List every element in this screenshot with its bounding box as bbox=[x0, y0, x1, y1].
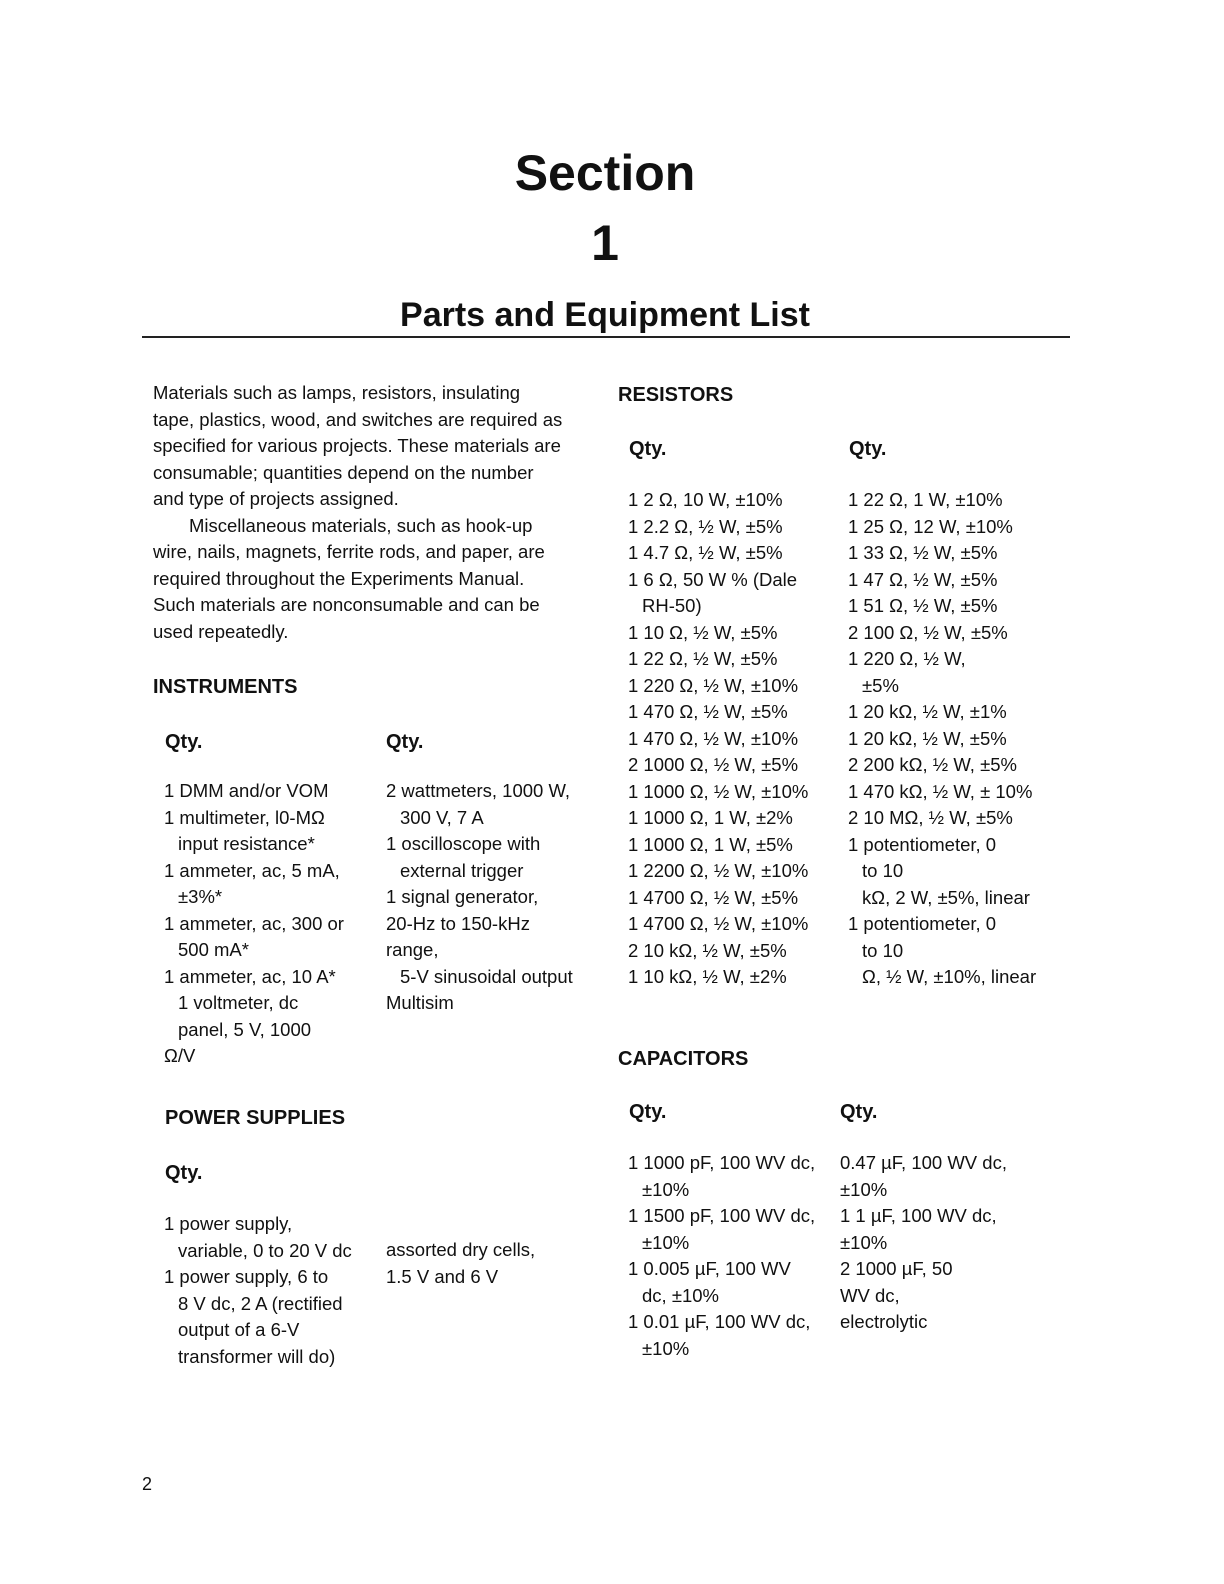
page-title: Parts and Equipment List bbox=[400, 296, 810, 334]
instruments-qty-right: Qty. bbox=[386, 731, 424, 753]
list-item: assorted dry cells, bbox=[386, 1239, 536, 1260]
resistors-heading: RESISTORS bbox=[618, 384, 734, 406]
list-item: 1 oscilloscope with bbox=[386, 833, 541, 854]
list-item: 1 20 kΩ, ½ W, ±1% bbox=[848, 701, 1007, 722]
list-item: 1 470 Ω, ½ W, ±5% bbox=[628, 701, 788, 722]
list-item: 0.47 µF, 100 WV dc, bbox=[840, 1152, 1007, 1173]
list-item: 1 ammeter, ac, 10 A* bbox=[164, 965, 336, 987]
list-item: 1 1000 Ω, 1 W, ±2% bbox=[628, 807, 793, 828]
power-supplies-left-list bbox=[164, 1211, 352, 1370]
capacitors-heading: CAPACITORS bbox=[618, 1048, 749, 1070]
section-word: Section bbox=[514, 145, 696, 201]
list-item: 500 mA* bbox=[178, 939, 249, 960]
capacitors-qty-left: Qty. bbox=[629, 1101, 667, 1123]
list-item: 1 33 Ω, ½ W, ±5% bbox=[848, 542, 998, 563]
list-item: 1 470 Ω, ½ W, ±10% bbox=[628, 727, 799, 749]
title-divider bbox=[142, 336, 1070, 338]
power-supplies-qty: Qty. bbox=[165, 1162, 203, 1184]
capacitors-left-list bbox=[628, 1150, 815, 1362]
list-item: range, bbox=[386, 939, 439, 960]
list-item: 1 1 µF, 100 WV dc, bbox=[840, 1205, 997, 1226]
intro-line: specified for various projects. These materials are bbox=[153, 435, 561, 456]
intro-line: wire, nails, magnets, ferrite rods, and paper, are bbox=[153, 541, 545, 562]
list-item: 1 0.005 µF, 100 WV bbox=[628, 1258, 791, 1279]
instruments-qty-left: Qty. bbox=[165, 731, 203, 753]
list-item: kΩ, 2 W, ±5%, linear bbox=[862, 886, 1030, 908]
list-item: 1 2 Ω, 10 W, ±10% bbox=[628, 489, 783, 510]
list-item: external trigger bbox=[400, 859, 524, 881]
list-item: ±5% bbox=[862, 674, 899, 696]
instruments-right-list bbox=[386, 778, 573, 1017]
list-item: 1 0.01 µF, 100 WV dc, bbox=[628, 1311, 811, 1332]
list-item: 1 220 Ω, ½ W, ±10% bbox=[628, 674, 799, 696]
power-supplies-heading: POWER SUPPLIES bbox=[165, 1107, 346, 1129]
list-item: 5-V sinusoidal output bbox=[400, 965, 573, 987]
resistors-right-list bbox=[848, 487, 1036, 991]
list-item: input resistance* bbox=[178, 833, 315, 854]
list-item: 1 1000 Ω, 1 W, ±5% bbox=[628, 833, 793, 855]
list-item: 2 200 kΩ, ½ W, ±5% bbox=[848, 754, 1017, 775]
list-item: electrolytic bbox=[840, 1311, 928, 1332]
list-item: 1 470 kΩ, ½ W, ± 10% bbox=[848, 780, 1033, 802]
list-item: 1 DMM and/or VOM bbox=[164, 780, 329, 801]
list-item: ±10% bbox=[840, 1231, 888, 1253]
list-item: Ω/V bbox=[164, 1045, 196, 1066]
list-item: 1 10 Ω, ½ W, ±5% bbox=[628, 621, 778, 643]
capacitors-qty-right: Qty. bbox=[840, 1101, 878, 1123]
list-item: ±10% bbox=[642, 1337, 690, 1359]
intro-line: and type of projects assigned. bbox=[153, 488, 399, 509]
list-item: Ω, ½ W, ±10%, linear bbox=[862, 966, 1037, 987]
resistors-qty-right: Qty. bbox=[849, 438, 887, 460]
list-item: 2 wattmeters, 1000 W, bbox=[386, 780, 571, 801]
list-item: RH-50) bbox=[642, 595, 702, 616]
intro-line: Such materials are nonconsumable and can be bbox=[153, 594, 540, 615]
section-number: 1 bbox=[591, 215, 619, 271]
intro-text bbox=[153, 380, 603, 645]
list-item: 1 1500 pF, 100 WV dc, bbox=[628, 1205, 816, 1226]
list-item: Multisim bbox=[386, 992, 454, 1013]
list-item: to 10 bbox=[862, 860, 904, 881]
list-item: 1 potentiometer, 0 bbox=[848, 833, 997, 855]
page-number: 2 bbox=[142, 1474, 153, 1494]
list-item: 1 25 Ω, 12 W, ±10% bbox=[848, 515, 1013, 537]
list-item: transformer will do) bbox=[178, 1345, 336, 1367]
list-item: 2 1000 µF, 50 bbox=[840, 1258, 953, 1279]
list-item: ±10% bbox=[840, 1178, 888, 1200]
list-item: 1 signal generator, bbox=[386, 886, 539, 907]
list-item: 1 51 Ω, ½ W, ±5% bbox=[848, 595, 998, 616]
list-item: ±10% bbox=[642, 1178, 690, 1200]
list-item: 1 4.7 Ω, ½ W, ±5% bbox=[628, 542, 783, 563]
list-item: 1 1000 pF, 100 WV dc, bbox=[628, 1152, 816, 1173]
list-item: 1 20 kΩ, ½ W, ±5% bbox=[848, 727, 1007, 749]
list-item: 2 10 kΩ, ½ W, ±5% bbox=[628, 939, 787, 961]
resistors-left-list bbox=[628, 487, 808, 991]
list-item: 1 multimeter, l0-MΩ bbox=[164, 806, 325, 828]
list-item: 1.5 V and 6 V bbox=[386, 1265, 499, 1287]
instruments-heading: INSTRUMENTS bbox=[153, 676, 298, 698]
list-item: 1 potentiometer, 0 bbox=[848, 913, 997, 934]
list-item: 2 100 Ω, ½ W, ±5% bbox=[848, 621, 1008, 643]
list-item: 300 V, 7 A bbox=[400, 806, 484, 828]
list-item: 20-Hz to 150-kHz bbox=[386, 912, 530, 934]
list-item: 1 ammeter, ac, 5 mA, bbox=[164, 859, 340, 881]
list-item: to 10 bbox=[862, 939, 904, 961]
list-item: 2 1000 Ω, ½ W, ±5% bbox=[628, 754, 799, 775]
list-item: 1 power supply, bbox=[164, 1213, 293, 1234]
list-item: 1 220 Ω, ½ W, bbox=[848, 648, 966, 669]
list-item: 1 22 Ω, ½ W, ±5% bbox=[628, 648, 778, 669]
list-item: WV dc, bbox=[840, 1284, 900, 1306]
list-item: 1 6 Ω, 50 W % (Dale bbox=[628, 568, 798, 590]
list-item: 1 47 Ω, ½ W, ±5% bbox=[848, 568, 998, 590]
intro-line: tape, plastics, wood, and switches are required as bbox=[153, 408, 563, 430]
resistors-qty-left: Qty. bbox=[629, 438, 667, 460]
list-item: dc, ±10% bbox=[642, 1284, 719, 1306]
list-item: 1 2.2 Ω, ½ W, ±5% bbox=[628, 515, 783, 537]
list-item: 2 10 MΩ, ½ W, ±5% bbox=[848, 807, 1013, 828]
intro-line: used repeatedly. bbox=[153, 620, 289, 642]
list-item: 1 voltmeter, dc bbox=[178, 992, 299, 1013]
list-item: 1 2200 Ω, ½ W, ±10% bbox=[628, 860, 809, 881]
power-supplies-right-list bbox=[386, 1237, 535, 1290]
list-item: 1 10 kΩ, ½ W, ±2% bbox=[628, 966, 787, 987]
list-item: ±10% bbox=[642, 1231, 690, 1253]
intro-line: Miscellaneous materials, such as hook-up bbox=[189, 514, 533, 536]
capacitors-right-list bbox=[840, 1150, 1007, 1336]
list-item: 1 4700 Ω, ½ W, ±5% bbox=[628, 886, 799, 908]
list-item: ±3%* bbox=[178, 886, 223, 907]
list-item: 1 22 Ω, 1 W, ±10% bbox=[848, 489, 1003, 510]
list-item: output of a 6-V bbox=[178, 1319, 300, 1340]
list-item: 1 4700 Ω, ½ W, ±10% bbox=[628, 913, 809, 934]
list-item: 1 1000 Ω, ½ W, ±10% bbox=[628, 780, 809, 802]
list-item: variable, 0 to 20 V dc bbox=[178, 1239, 352, 1261]
intro-line: required throughout the Experiments Manual. bbox=[153, 567, 525, 589]
list-item: 8 V dc, 2 A (rectified bbox=[178, 1292, 343, 1314]
list-item: 1 ammeter, ac, 300 or bbox=[164, 912, 344, 934]
list-item: 1 power supply, 6 to bbox=[164, 1266, 329, 1287]
list-item: panel, 5 V, 1000 bbox=[178, 1018, 312, 1040]
intro-line: consumable; quantities depend on the number bbox=[153, 461, 534, 483]
instruments-left-list bbox=[164, 778, 344, 1070]
intro-line: Materials such as lamps, resistors, insulating bbox=[153, 382, 521, 403]
